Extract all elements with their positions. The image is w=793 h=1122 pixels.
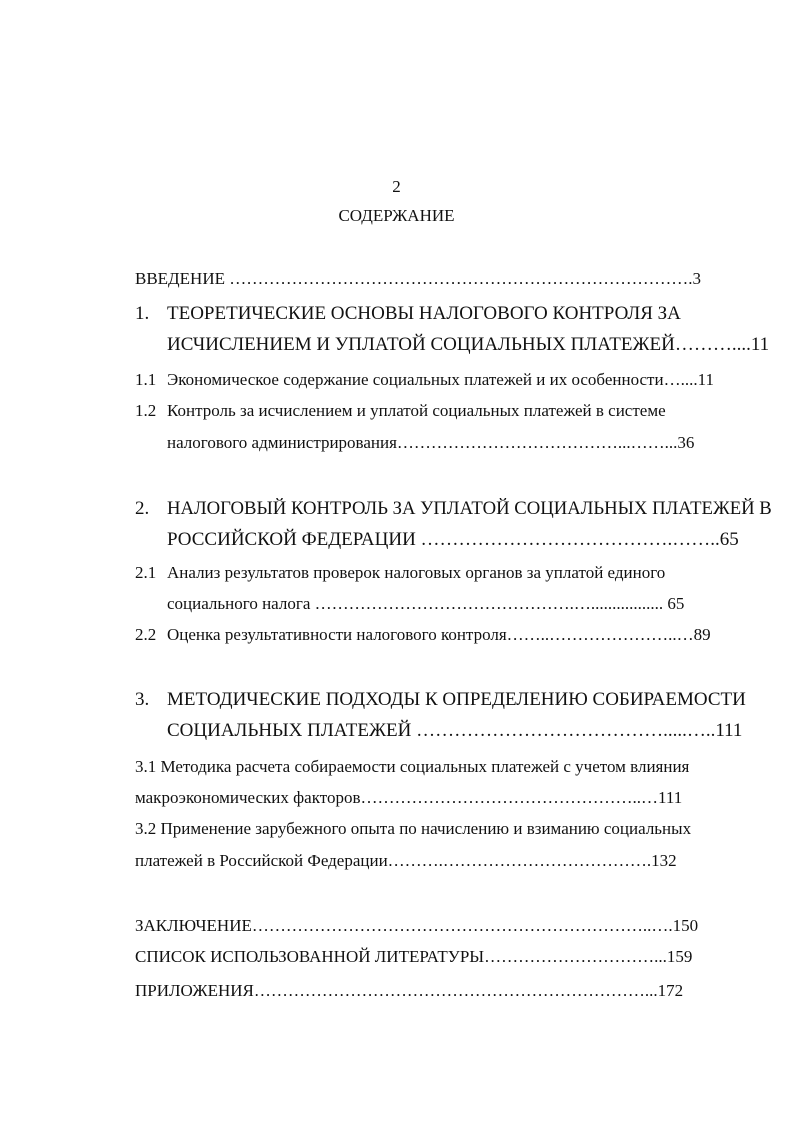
- toc-section-2-2-title: Оценка результативности налогового контроля……..…………………..…89: [167, 625, 711, 644]
- toc-section-3-1-title-cont: макроэкономических факторов…………………………………………..…111: [135, 788, 683, 807]
- toc-chapter-1-number: 1.: [135, 303, 150, 324]
- toc-chapter-2-number: 2.: [135, 498, 150, 519]
- toc-section-3-2-title-cont: платежей в Российской Федерации……….……………………………….132: [135, 851, 677, 870]
- toc-section-2-1-title: Анализ результатов проверок налоговых органов за уплатой единого: [167, 563, 666, 582]
- toc-chapter-3-number: 3.: [135, 689, 150, 710]
- toc-section-1-1-number: 1.1: [135, 370, 157, 389]
- toc-chapter-3-title: МЕТОДИЧЕСКИЕ ПОДХОДЫ К ОПРЕДЕЛЕНИЮ СОБИРАЕМОСТИ: [167, 689, 746, 710]
- toc-chapter-2-title: НАЛОГОВЫЙ КОНТРОЛЬ ЗА УПЛАТОЙ СОЦИАЛЬНЫХ ПЛАТЕЖЕЙ В: [167, 498, 772, 519]
- toc-section-2-2-number: 2.2: [135, 625, 157, 644]
- toc-conclusion: ЗАКЛЮЧЕНИЕ……………………………………………………………..….150: [135, 916, 699, 935]
- toc-section-1-1-title: Экономическое содержание социальных платежей и их особенности…....11: [167, 370, 714, 389]
- toc-references: СПИСОК ИСПОЛЬЗОВАННОЙ ЛИТЕРАТУРЫ…………………………...159: [135, 947, 693, 966]
- toc-section-3-1-title: 3.1 Методика расчета собираемости социальных платежей с учетом влияния: [135, 757, 690, 776]
- toc-section-1-2-title-cont: налогового администрирования…………………………………...……...36: [167, 433, 695, 452]
- toc-section-1-2-number: 1.2: [135, 401, 157, 420]
- page-number: 2: [392, 177, 401, 196]
- toc-chapter-2-title-cont: РОССИЙСКОЙ ФЕДЕРАЦИИ ………………………………….……..65: [167, 529, 739, 550]
- toc-section-2-1-number: 2.1: [135, 563, 157, 582]
- page-title: СОДЕРЖАНИЕ: [338, 206, 455, 225]
- toc-section-1-2-title: Контроль за исчислением и уплатой социальных платежей в системе: [167, 401, 666, 420]
- toc-section-3-2-title: 3.2 Применение зарубежного опыта по начислению и взиманию социальных: [135, 819, 692, 838]
- toc-section-2-1-title-cont: социального налога ……………………………………….…................. 65: [167, 594, 685, 613]
- toc-chapter-3-title-cont: СОЦИАЛЬНЫХ ПЛАТЕЖЕЙ ………………………………….....…..111: [167, 720, 743, 741]
- toc-appendices: ПРИЛОЖЕНИЯ……………………………………………………………...172: [135, 981, 684, 1000]
- toc-chapter-1-title-cont: ИСЧИСЛЕНИЕМ И УПЛАТОЙ СОЦИАЛЬНЫХ ПЛАТЕЖЕЙ………....11: [167, 334, 770, 355]
- toc-chapter-1-title: ТЕОРЕТИЧЕСКИЕ ОСНОВЫ НАЛОГОВОГО КОНТРОЛЯ ЗА: [167, 303, 681, 324]
- toc-intro: ВВЕДЕНИЕ ……………………………………………………………………….3: [135, 269, 701, 288]
